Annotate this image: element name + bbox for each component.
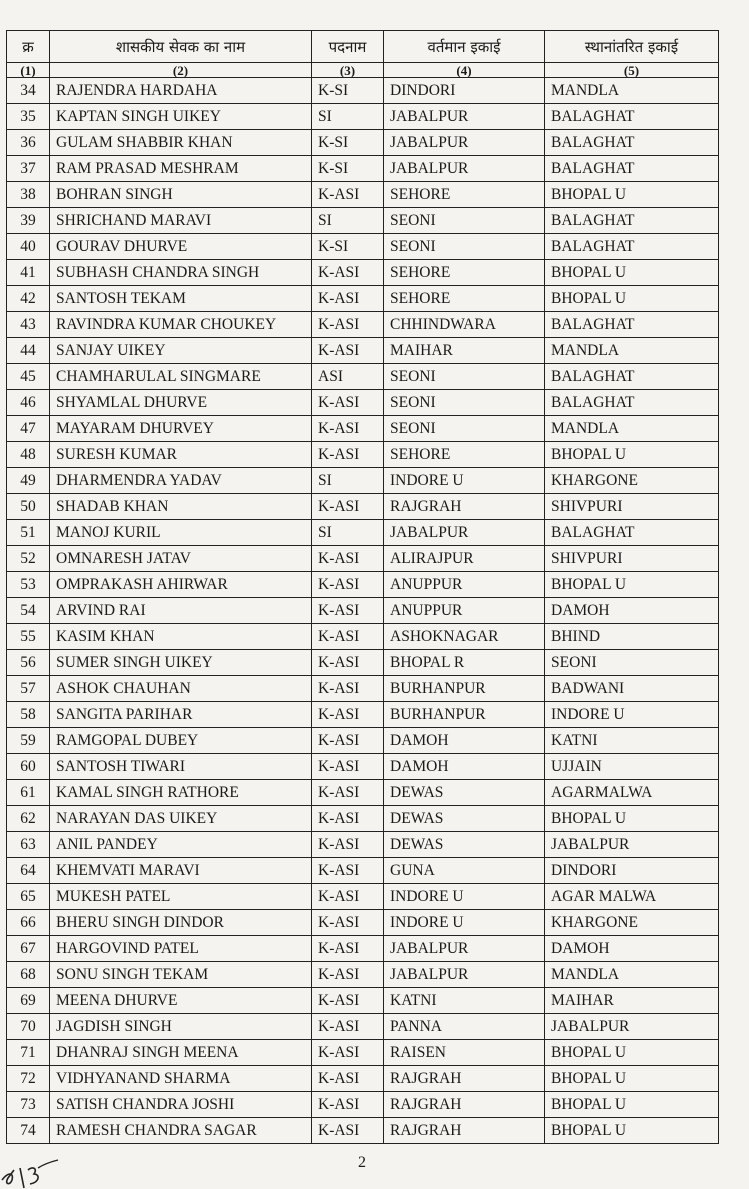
row-current-unit: BHOPAL R — [384, 650, 545, 676]
row-serial: 49 — [7, 468, 50, 494]
row-current-unit: ASHOKNAGAR — [384, 624, 545, 650]
row-transferred-unit: BHOPAL U — [545, 286, 719, 312]
row-employee-name: KAMAL SINGH RATHORE — [50, 780, 312, 806]
row-transferred-unit: BHOPAL U — [545, 442, 719, 468]
row-designation: K-ASI — [312, 338, 384, 364]
row-designation: K-ASI — [312, 910, 384, 936]
row-current-unit: RAJGRAH — [384, 494, 545, 520]
row-transferred-unit: MAIHAR — [545, 988, 719, 1014]
row-transferred-unit: BADWANI — [545, 676, 719, 702]
row-employee-name: BHERU SINGH DINDOR — [50, 910, 312, 936]
row-transferred-unit: KATNI — [545, 728, 719, 754]
row-current-unit: BURHANPUR — [384, 676, 545, 702]
row-transferred-unit: UJJAIN — [545, 754, 719, 780]
row-current-unit: SEONI — [384, 364, 545, 390]
header-employee-name: शासकीय सेवक का नाम — [50, 31, 312, 63]
row-employee-name: JAGDISH SINGH — [50, 1014, 312, 1040]
row-employee-name: VIDHYANAND SHARMA — [50, 1066, 312, 1092]
row-serial: 35 — [7, 104, 50, 130]
table-row — [7, 338, 719, 364]
row-designation: K-ASI — [312, 780, 384, 806]
row-serial: 54 — [7, 598, 50, 624]
row-designation: K-ASI — [312, 1118, 384, 1144]
row-current-unit: JABALPUR — [384, 156, 545, 182]
row-designation: K-SI — [312, 234, 384, 260]
table-row — [7, 598, 719, 624]
row-transferred-unit: KHARGONE — [545, 468, 719, 494]
row-current-unit: INDORE U — [384, 910, 545, 936]
row-employee-name: CHAMHARULAL SINGMARE — [50, 364, 312, 390]
row-serial: 74 — [7, 1118, 50, 1144]
row-transferred-unit: BHOPAL U — [545, 1066, 719, 1092]
row-transferred-unit: SHIVPURI — [545, 494, 719, 520]
row-serial: 40 — [7, 234, 50, 260]
row-employee-name: SONU SINGH TEKAM — [50, 962, 312, 988]
column-number-row — [7, 63, 719, 78]
row-serial: 43 — [7, 312, 50, 338]
table-row — [7, 572, 719, 598]
row-designation: K-ASI — [312, 598, 384, 624]
row-current-unit: MAIHAR — [384, 338, 545, 364]
row-designation: K-ASI — [312, 754, 384, 780]
row-serial: 71 — [7, 1040, 50, 1066]
table-row — [7, 260, 719, 286]
table-row — [7, 130, 719, 156]
row-serial: 47 — [7, 416, 50, 442]
row-employee-name: NARAYAN DAS UIKEY — [50, 806, 312, 832]
table-row — [7, 416, 719, 442]
row-employee-name: SANJAY UIKEY — [50, 338, 312, 364]
row-serial: 64 — [7, 858, 50, 884]
row-employee-name: OMNARESH JATAV — [50, 546, 312, 572]
row-designation: K-ASI — [312, 286, 384, 312]
row-transferred-unit: BHOPAL U — [545, 1092, 719, 1118]
row-employee-name: RAMESH CHANDRA SAGAR — [50, 1118, 312, 1144]
table-row — [7, 442, 719, 468]
row-employee-name: KAPTAN SINGH UIKEY — [50, 104, 312, 130]
table-row — [7, 1014, 719, 1040]
row-transferred-unit: AGARMALWA — [545, 780, 719, 806]
row-current-unit: SEONI — [384, 208, 545, 234]
row-current-unit: CHHINDWARA — [384, 312, 545, 338]
table-row — [7, 754, 719, 780]
table-row — [7, 936, 719, 962]
row-current-unit: DEWAS — [384, 832, 545, 858]
row-serial: 67 — [7, 936, 50, 962]
row-transferred-unit: BHIND — [545, 624, 719, 650]
row-transferred-unit: BALAGHAT — [545, 312, 719, 338]
row-employee-name: MANOJ KURIL — [50, 520, 312, 546]
row-employee-name: RAMGOPAL DUBEY — [50, 728, 312, 754]
table-row — [7, 182, 719, 208]
row-employee-name: RAJENDRA HARDAHA — [50, 78, 312, 104]
header-current-unit: वर्तमान इकाई — [384, 31, 545, 63]
row-designation: K-ASI — [312, 1066, 384, 1092]
row-current-unit: RAJGRAH — [384, 1092, 545, 1118]
row-designation: K-ASI — [312, 390, 384, 416]
row-serial: 68 — [7, 962, 50, 988]
table-row — [7, 962, 719, 988]
row-employee-name: SHADAB KHAN — [50, 494, 312, 520]
table-row — [7, 780, 719, 806]
row-employee-name: RAVINDRA KUMAR CHOUKEY — [50, 312, 312, 338]
row-designation: SI — [312, 104, 384, 130]
row-transferred-unit: BHOPAL U — [545, 1040, 719, 1066]
row-serial: 37 — [7, 156, 50, 182]
row-serial: 57 — [7, 676, 50, 702]
row-serial: 73 — [7, 1092, 50, 1118]
table-row — [7, 910, 719, 936]
row-serial: 60 — [7, 754, 50, 780]
row-current-unit: RAJGRAH — [384, 1066, 545, 1092]
header-serial: क्र — [7, 31, 50, 63]
row-serial: 65 — [7, 884, 50, 910]
row-employee-name: KHEMVATI MARAVI — [50, 858, 312, 884]
row-transferred-unit: BALAGHAT — [545, 390, 719, 416]
row-current-unit: SEONI — [384, 234, 545, 260]
row-serial: 51 — [7, 520, 50, 546]
row-current-unit: SEONI — [384, 390, 545, 416]
row-employee-name: SHRICHAND MARAVI — [50, 208, 312, 234]
row-serial: 48 — [7, 442, 50, 468]
row-transferred-unit: JABALPUR — [545, 832, 719, 858]
row-transferred-unit: MANDLA — [545, 78, 719, 104]
row-current-unit: ANUPPUR — [384, 598, 545, 624]
table-row — [7, 988, 719, 1014]
row-transferred-unit: BALAGHAT — [545, 364, 719, 390]
row-current-unit: SEHORE — [384, 286, 545, 312]
row-designation: K-ASI — [312, 650, 384, 676]
table-row — [7, 546, 719, 572]
row-designation: K-SI — [312, 156, 384, 182]
row-current-unit: INDORE U — [384, 468, 545, 494]
row-employee-name: DHARMENDRA YADAV — [50, 468, 312, 494]
row-serial: 44 — [7, 338, 50, 364]
table-row — [7, 312, 719, 338]
row-serial: 72 — [7, 1066, 50, 1092]
row-designation: K-ASI — [312, 1092, 384, 1118]
row-serial: 38 — [7, 182, 50, 208]
row-designation: K-ASI — [312, 260, 384, 286]
header-row — [7, 31, 719, 63]
row-transferred-unit: BALAGHAT — [545, 208, 719, 234]
row-designation: K-ASI — [312, 988, 384, 1014]
row-serial: 59 — [7, 728, 50, 754]
row-serial: 55 — [7, 624, 50, 650]
header-transferred-unit: स्थानांतरित इकाई — [545, 31, 719, 63]
table-row — [7, 520, 719, 546]
row-transferred-unit: BHOPAL U — [545, 572, 719, 598]
table-row — [7, 468, 719, 494]
row-serial: 53 — [7, 572, 50, 598]
row-employee-name: SANTOSH TIWARI — [50, 754, 312, 780]
row-serial: 41 — [7, 260, 50, 286]
row-designation: K-ASI — [312, 1014, 384, 1040]
row-current-unit: JABALPUR — [384, 104, 545, 130]
row-designation: K-ASI — [312, 182, 384, 208]
header-designation: पदनाम — [312, 31, 384, 63]
row-employee-name: SUBHASH CHANDRA SINGH — [50, 260, 312, 286]
table-row — [7, 624, 719, 650]
row-designation: SI — [312, 468, 384, 494]
row-designation: K-ASI — [312, 416, 384, 442]
row-transferred-unit: KHARGONE — [545, 910, 719, 936]
row-transferred-unit: INDORE U — [545, 702, 719, 728]
row-employee-name: MAYARAM DHURVEY — [50, 416, 312, 442]
table-row — [7, 832, 719, 858]
row-designation: K-ASI — [312, 728, 384, 754]
row-current-unit: BURHANPUR — [384, 702, 545, 728]
transfer-table — [6, 30, 719, 1144]
row-transferred-unit: BHOPAL U — [545, 806, 719, 832]
table-row — [7, 208, 719, 234]
row-current-unit: ALIRAJPUR — [384, 546, 545, 572]
row-current-unit: INDORE U — [384, 884, 545, 910]
row-current-unit: JABALPUR — [384, 936, 545, 962]
row-employee-name: DHANRAJ SINGH MEENA — [50, 1040, 312, 1066]
row-designation: K-ASI — [312, 572, 384, 598]
row-transferred-unit: SHIVPURI — [545, 546, 719, 572]
table-row — [7, 1066, 719, 1092]
row-current-unit: DEWAS — [384, 780, 545, 806]
row-current-unit: JABALPUR — [384, 520, 545, 546]
row-designation: K-ASI — [312, 884, 384, 910]
table-row — [7, 104, 719, 130]
table-row — [7, 1092, 719, 1118]
table-row — [7, 1118, 719, 1144]
row-transferred-unit: MANDLA — [545, 416, 719, 442]
row-current-unit: JABALPUR — [384, 962, 545, 988]
row-serial: 39 — [7, 208, 50, 234]
row-serial: 70 — [7, 1014, 50, 1040]
row-designation: K-ASI — [312, 858, 384, 884]
row-transferred-unit: MANDLA — [545, 338, 719, 364]
row-transferred-unit: AGAR MALWA — [545, 884, 719, 910]
row-current-unit: SEONI — [384, 416, 545, 442]
row-current-unit: DINDORI — [384, 78, 545, 104]
row-designation: K-SI — [312, 130, 384, 156]
row-transferred-unit: BHOPAL U — [545, 260, 719, 286]
table-row — [7, 78, 719, 104]
row-current-unit: RAISEN — [384, 1040, 545, 1066]
row-employee-name: ASHOK CHAUHAN — [50, 676, 312, 702]
row-transferred-unit: SEONI — [545, 650, 719, 676]
row-designation: K-ASI — [312, 494, 384, 520]
transfer-list-sheet — [6, 30, 718, 1144]
row-employee-name: HARGOVIND PATEL — [50, 936, 312, 962]
table-row — [7, 806, 719, 832]
row-employee-name: MUKESH PATEL — [50, 884, 312, 910]
row-transferred-unit: BALAGHAT — [545, 130, 719, 156]
row-designation: K-ASI — [312, 1040, 384, 1066]
row-employee-name: SANTOSH TEKAM — [50, 286, 312, 312]
table-row — [7, 286, 719, 312]
row-transferred-unit: BALAGHAT — [545, 104, 719, 130]
row-employee-name: SURESH KUMAR — [50, 442, 312, 468]
row-serial: 50 — [7, 494, 50, 520]
row-employee-name: RAM PRASAD MESHRAM — [50, 156, 312, 182]
row-designation: K-SI — [312, 78, 384, 104]
row-employee-name: ARVIND RAI — [50, 598, 312, 624]
row-designation: SI — [312, 208, 384, 234]
row-designation: K-ASI — [312, 624, 384, 650]
row-serial: 56 — [7, 650, 50, 676]
row-current-unit: PANNA — [384, 1014, 545, 1040]
row-serial: 34 — [7, 78, 50, 104]
table-row — [7, 494, 719, 520]
row-current-unit: ANUPPUR — [384, 572, 545, 598]
table-row — [7, 234, 719, 260]
column-number-2: (2) — [50, 63, 312, 78]
row-designation: ASI — [312, 364, 384, 390]
row-employee-name: GOURAV DHURVE — [50, 234, 312, 260]
row-serial: 42 — [7, 286, 50, 312]
row-transferred-unit: BHOPAL U — [545, 1118, 719, 1144]
row-designation: K-ASI — [312, 312, 384, 338]
row-current-unit: DEWAS — [384, 806, 545, 832]
row-serial: 66 — [7, 910, 50, 936]
row-employee-name: KASIM KHAN — [50, 624, 312, 650]
row-transferred-unit: BALAGHAT — [545, 520, 719, 546]
row-serial: 63 — [7, 832, 50, 858]
row-employee-name: SATISH CHANDRA JOSHI — [50, 1092, 312, 1118]
row-current-unit: SEHORE — [384, 260, 545, 286]
row-transferred-unit: MANDLA — [545, 962, 719, 988]
row-current-unit: SEHORE — [384, 442, 545, 468]
row-serial: 52 — [7, 546, 50, 572]
table-row — [7, 858, 719, 884]
row-employee-name: ANIL PANDEY — [50, 832, 312, 858]
table-row — [7, 676, 719, 702]
row-employee-name: BOHRAN SINGH — [50, 182, 312, 208]
table-row — [7, 702, 719, 728]
page-number: 2 — [358, 1154, 366, 1171]
row-current-unit: RAJGRAH — [384, 1118, 545, 1144]
row-designation: K-ASI — [312, 832, 384, 858]
table-row — [7, 728, 719, 754]
row-transferred-unit: BHOPAL U — [545, 182, 719, 208]
row-employee-name: OMPRAKASH AHIRWAR — [50, 572, 312, 598]
row-current-unit: GUNA — [384, 858, 545, 884]
column-number-1: (1) — [7, 63, 50, 78]
row-designation: K-ASI — [312, 806, 384, 832]
row-current-unit: KATNI — [384, 988, 545, 1014]
row-serial: 61 — [7, 780, 50, 806]
row-transferred-unit: DAMOH — [545, 598, 719, 624]
row-transferred-unit: BALAGHAT — [545, 234, 719, 260]
row-designation: K-ASI — [312, 702, 384, 728]
row-transferred-unit: JABALPUR — [545, 1014, 719, 1040]
table-body — [7, 78, 719, 1144]
row-employee-name: SHYAMLAL DHURVE — [50, 390, 312, 416]
row-employee-name: GULAM SHABBIR KHAN — [50, 130, 312, 156]
row-current-unit: JABALPUR — [384, 130, 545, 156]
row-serial: 62 — [7, 806, 50, 832]
row-designation: SI — [312, 520, 384, 546]
row-transferred-unit: DINDORI — [545, 858, 719, 884]
row-employee-name: SANGITA PARIHAR — [50, 702, 312, 728]
row-employee-name: SUMER SINGH UIKEY — [50, 650, 312, 676]
row-serial: 69 — [7, 988, 50, 1014]
table-row — [7, 1040, 719, 1066]
column-number-4: (4) — [384, 63, 545, 78]
row-designation: K-ASI — [312, 546, 384, 572]
row-transferred-unit: BALAGHAT — [545, 156, 719, 182]
row-serial: 46 — [7, 390, 50, 416]
row-transferred-unit: DAMOH — [545, 936, 719, 962]
row-designation: K-ASI — [312, 936, 384, 962]
row-serial: 58 — [7, 702, 50, 728]
row-designation: K-ASI — [312, 676, 384, 702]
row-current-unit: DAMOH — [384, 754, 545, 780]
row-serial: 45 — [7, 364, 50, 390]
table-row — [7, 156, 719, 182]
row-employee-name: MEENA DHURVE — [50, 988, 312, 1014]
row-current-unit: SEHORE — [384, 182, 545, 208]
table-row — [7, 650, 719, 676]
row-serial: 36 — [7, 130, 50, 156]
column-number-5: (5) — [545, 63, 719, 78]
row-designation: K-ASI — [312, 962, 384, 988]
table-row — [7, 884, 719, 910]
row-current-unit: DAMOH — [384, 728, 545, 754]
row-designation: K-ASI — [312, 442, 384, 468]
table-row — [7, 390, 719, 416]
column-number-3: (3) — [312, 63, 384, 78]
table-row — [7, 364, 719, 390]
